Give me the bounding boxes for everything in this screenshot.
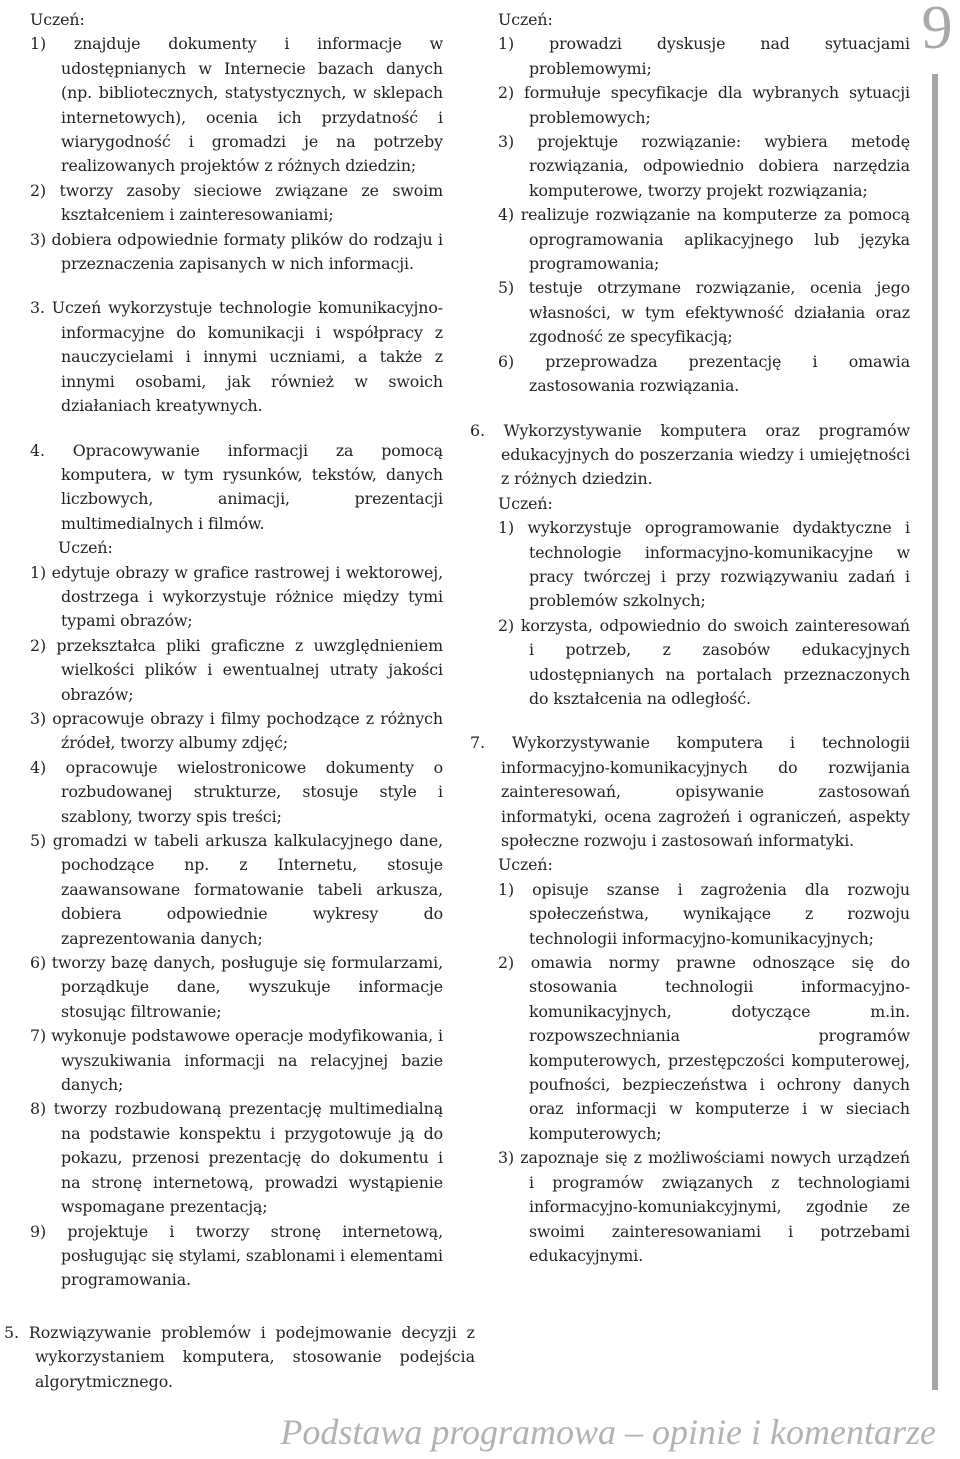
left-column (30, 8, 443, 1293)
item-number: 3) (30, 708, 47, 728)
list-item (498, 1146, 910, 1268)
list-item (30, 32, 443, 178)
section-text: Wykorzystywanie komputera i technologii informacyjno-komunikacyjnych do rozwijania zainteresowań, opisywanie zastosowań informatyki, ocena zagrożeń i ograniczeń, aspekty społeczne rozwoju i zastosowań informatyki. (501, 733, 910, 850)
item-text: prowadzi dyskusje nad sytuacjami problemowymi; (529, 34, 911, 78)
list-item (30, 179, 443, 228)
student-label: Uczeń: (498, 855, 553, 875)
item-text: wykorzystuje oprogramowanie dydaktyczne i technologie informacyjno-komunikacyjne w pracy twórczej i przy rozwiązywaniu zadań i problemów szkolnych; (527, 518, 911, 611)
item-number: 6) (498, 351, 515, 371)
list-item (30, 829, 443, 951)
section-heading (470, 419, 910, 492)
item-number: 3) (498, 1148, 515, 1168)
list-item (30, 228, 443, 277)
item-number: 2) (30, 180, 47, 200)
item-text: przekształca pliki graficzne z uwzględnieniem wielkości plików i ewentualnej utraty jakości obrazów; (56, 635, 444, 704)
section-text: Wykorzystywanie komputera oraz programów edukacyjnych do poszerzania wiedzy i umiejętności z różnych dziedzin. (501, 420, 910, 489)
page-number: 9 (921, 0, 953, 62)
item-number: 9) (30, 1221, 47, 1241)
list-item (30, 1097, 443, 1219)
section-6-list (470, 516, 910, 711)
item-text: dobiera odpowiednie formaty plików do rodzaju i przeznaczenia zapisanych w nich informacji. (51, 229, 443, 274)
list-item (30, 756, 443, 829)
section-heading (470, 731, 910, 853)
intro-list (30, 32, 443, 276)
section-number: 7. (470, 733, 485, 753)
intro-list (470, 32, 910, 398)
item-text: opracowuje obrazy i filmy pochodzące z różnych źródeł, tworzy albumy zdjęć; (52, 708, 443, 753)
list-item (498, 614, 910, 712)
item-number: 8) (30, 1099, 47, 1119)
item-text: projektuje rozwiązanie: wybiera metodę rozwiązania, odpowiednio dobiera narzędzia komputerowe, tworzy projekt rozwiązania; (529, 132, 910, 200)
item-number: 1) (498, 518, 515, 538)
item-text: opracowuje wielostronicowe dokumenty o rozbudowanej strukturze, stosuje style i szablony, tworzy spis treści; (61, 757, 444, 826)
item-text: formułuje specyfikacje dla wybranych sytuacji problemowych; (524, 83, 910, 127)
section-7-list (470, 878, 910, 1269)
item-text: przeprowadza prezentację i omawia zastosowania rozwiązania. (529, 351, 911, 396)
student-label: Uczeń: (498, 493, 553, 513)
item-number: 1) (498, 34, 515, 54)
item-number: 3) (30, 229, 47, 249)
list-item (498, 130, 910, 203)
item-number: 2) (30, 635, 47, 655)
student-label: Uczeń: (30, 10, 85, 29)
item-text: realizuje rozwiązanie na komputerze za pomocą oprogramowania aplikacyjnego lub języka programowania; (520, 205, 911, 274)
list-item (498, 32, 910, 81)
item-text: gromadzi w tabeli arkusza kalkulacyjnego dane, pochodzące np. z Internetu, stosuje zaawansowane formatowanie tabeli arkusza, dobiera odpowiednie wykresy do zaprezentowania danych; (52, 831, 443, 948)
section-4 (30, 439, 443, 1293)
item-number: 5) (30, 831, 47, 850)
right-column (470, 8, 910, 1268)
item-number: 7) (30, 1026, 47, 1046)
item-number: 5) (498, 278, 515, 298)
item-text: tworzy rozbudowaną prezentację multimedialną na podstawie konspektu i przygotowuje ją do pokazu, przenosi prezentację do dokumentu i na stronę internetową, prowadzi wystąpienie wspomagane prezentacją; (53, 1099, 444, 1217)
student-label: Uczeń: (58, 538, 113, 558)
list-item (498, 878, 910, 951)
side-rule (932, 74, 938, 1390)
item-number: 6) (30, 953, 47, 973)
section-number: 4. (30, 440, 45, 460)
item-text: znajduje dokumenty i informacje w udostępnianych w Internecie bazach danych (np. bibliotecznych, statystycznych, w sklepach internetowych), ocenia ich przydatność i wiarygodność i gromadzi je na potrzeby realizowanych projektów z różnych dziedzin; (61, 34, 443, 176)
item-number: 4) (498, 205, 515, 225)
list-item (498, 516, 910, 614)
section-heading (30, 439, 443, 537)
section-6 (470, 419, 910, 712)
item-text: omawia normy prawne odnoszące się do stosowania technologii informacyjno-komunikacyjnych, dotyczące m.in. rozpowszechniania programów komputerowych, przestępczości komputerowej, poufności, bezpieczeństwa i ochrony danych oraz informacji w komputerze i w sieciach komputerowych; (529, 953, 911, 1143)
section-5 (4, 1321, 475, 1394)
item-text: wykonuje podstawowe operacje modyfikowania, i wyszukiwania informacji na relacyjnej bazie danych; (51, 1026, 444, 1095)
section-text: Uczeń wykorzystuje technologie komunikacyjno-informacyjne do komunikacji i współpracy z nauczycielami i innymi uczniami, a także z innymi osobami, jak również w swoich działaniach kreatywnych. (51, 298, 443, 416)
list-item (30, 707, 443, 756)
item-text: korzysta, odpowiednio do swoich zainteresowań i potrzeb, z zasobów edukacyjnych udostępnianych na portalach przeznaczonych do kształcenia na odległość. (520, 615, 911, 708)
section-3 (30, 296, 443, 418)
item-text: opisuje szanse i zagrożenia dla rozwoju społeczeństwa, wynikające z rozwoju technologii informacyjno-komunikacyjnych; (529, 879, 910, 948)
student-label: Uczeń: (498, 10, 553, 29)
list-item (498, 951, 910, 1146)
item-text: projektuje i tworzy stronę internetową, posługując się stylami, szablonami i elementami programowania. (61, 1221, 443, 1290)
item-number: 2) (498, 615, 515, 635)
item-text: edytuje obrazy w grafice rastrowej i wektorowej, dostrzega i wykorzystuje różnice między tymi typami obrazów; (51, 562, 443, 631)
section-number: 5. (4, 1323, 20, 1342)
footer-title: Podstawa programowa – opinie i komentarze (280, 1412, 936, 1452)
list-item (498, 350, 910, 399)
item-text: tworzy zasoby sieciowe związane ze swoim kształceniem i zainteresowaniami; (59, 180, 443, 225)
item-number: 1) (498, 879, 515, 899)
list-item (30, 634, 443, 707)
item-text: zapoznaje się z możliwościami nowych urządzeń i programów związanych z technologiami informacyjno-komuniakcyjnymi, zgodnie ze swoimi zainteresowaniami i potrzebami edukacyjnymi. (520, 1148, 910, 1265)
item-number: 3) (498, 132, 515, 152)
section-7 (470, 731, 910, 1268)
list-item (30, 561, 443, 634)
list-item (30, 1024, 443, 1097)
item-text: testuje otrzymane rozwiązanie, ocenia jego własności, w tym efektywność działania oraz zgodność ze specyfikacją; (528, 278, 911, 347)
list-item (498, 203, 910, 276)
section-text: Rozwiązywanie problemów i podejmowanie decyzji z wykorzystaniem komputera, stosowanie podejścia algorytmicznego. (28, 1323, 475, 1391)
section-number: 6. (470, 420, 485, 440)
item-text: tworzy bazę danych, posługuje się formularzami, porządkuje dane, wyszukuje informacje stosując filtrowanie; (51, 953, 443, 1021)
item-number: 4) (30, 757, 47, 777)
section-text: Opracowywanie informacji za pomocą komputera, w tym rysunków, tekstów, danych liczbowych, animacji, prezentacji multimedialnych i filmów. (61, 440, 443, 533)
list-item (30, 1220, 443, 1293)
item-number: 1) (30, 562, 47, 582)
item-number: 2) (498, 953, 515, 973)
item-number: 2) (498, 83, 515, 103)
section-number: 3. (30, 298, 45, 318)
list-item (498, 276, 910, 349)
item-number: 1) (30, 34, 47, 54)
list-item (498, 81, 910, 130)
list-item (30, 951, 443, 1024)
